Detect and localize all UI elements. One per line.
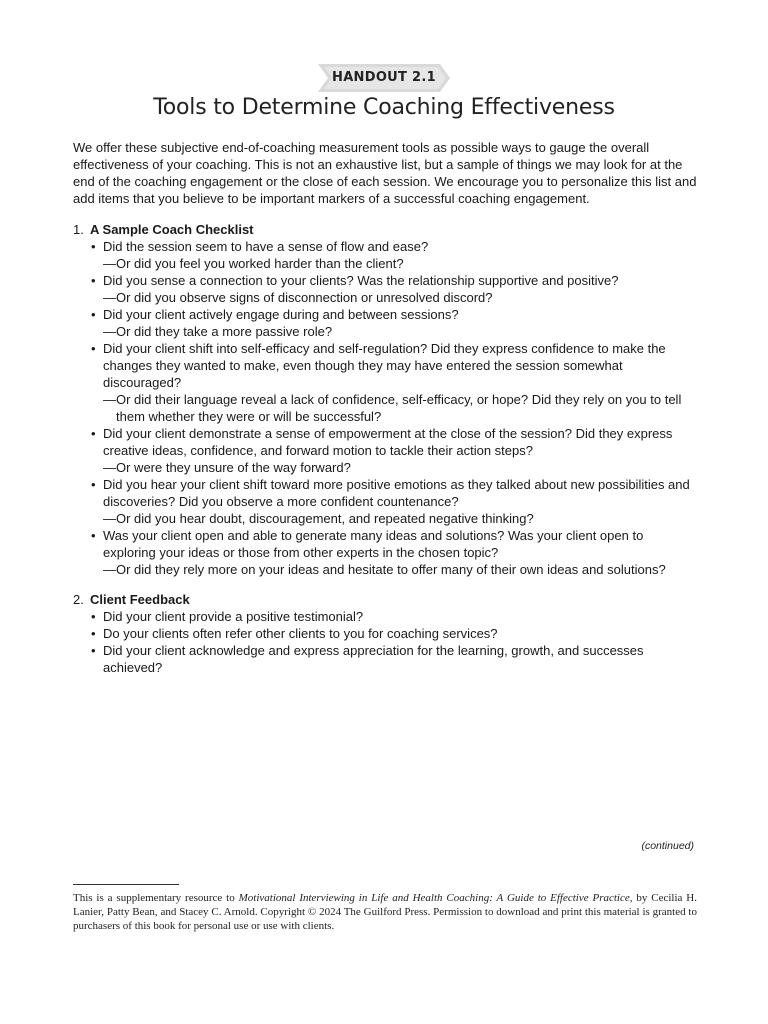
continued-note: (continued) (641, 840, 694, 852)
handout-badge (318, 64, 450, 92)
item-alternative (103, 391, 699, 425)
bullet-icon: • (91, 643, 96, 658)
footnote-lead: This is a supplementary resource to (73, 892, 239, 904)
handout-badge-wrap (0, 64, 768, 92)
list-item (73, 425, 699, 476)
alternative-text: —Or did they take a more passive role? (103, 324, 333, 339)
bullet-icon: • (91, 477, 96, 492)
bullet-icon: • (91, 239, 96, 254)
item-text: Did your client acknowledge and express appreciation for the learning, growth, and successes achieved? (103, 643, 644, 675)
item-text: Do your clients often refer other clients to you for coaching services? (103, 626, 498, 641)
section-number: 2. (73, 592, 84, 607)
item-text: Did your client provide a positive testimonial? (103, 609, 364, 624)
bullet-icon: • (91, 528, 96, 543)
list-item (73, 238, 699, 272)
item-text: Did your client actively engage during and between sessions? (103, 307, 459, 322)
item-text: Did your client shift into self-efficacy and self-regulation? Did they express confidence to make the changes they wanted to make, even though they may have entered the session somewhat discouraged? (103, 341, 666, 390)
item-text: Did the session seem to have a sense of flow and ease? (103, 239, 429, 254)
list-item (73, 625, 699, 642)
item-text: Did your client demonstrate a sense of empowerment at the close of the session? Did they express creative ideas, confidence, and forward motion to tackle their action steps? (103, 426, 673, 458)
item-text: Did you sense a connection to your clients? Was the relationship supportive and positive? (103, 273, 619, 288)
feedback-items (73, 608, 699, 676)
list-item (73, 476, 699, 527)
item-text: Did you hear your client shift toward more positive emotions as they talked about new possibilities and discoveries? Did you observe a more confident countenance? (103, 477, 690, 509)
section-title: Client Feedback (90, 592, 190, 607)
item-alternative (103, 561, 699, 578)
list-item (73, 642, 699, 676)
list-item (73, 527, 699, 578)
bullet-icon: • (91, 426, 96, 441)
item-alternative (103, 323, 699, 340)
intro-paragraph: We offer these subjective end-of-coaching measurement tools as possible ways to gauge the overall effectiveness of your coaching. This is not an exhaustive list, but a sample of things we may look for at the end of the coaching engagement or the close of each session. We encourage you to personalize this list and add items that you believe to be important markers of a successful coaching engagement. (73, 140, 697, 206)
section-heading (73, 221, 699, 238)
alternative-text: —Or did you hear doubt, discouragement, and repeated negative thinking? (103, 511, 534, 526)
section-number: 1. (73, 222, 84, 237)
book-title: Motivational Interviewing in Life and Health Coaching: A Guide to Effective Practice, (238, 892, 633, 904)
alternative-text: —Or were they unsure of the way forward? (103, 460, 351, 475)
item-alternative (103, 510, 699, 527)
list-item (73, 272, 699, 306)
bullet-icon: • (91, 609, 96, 624)
footnote-rest: by Cecilia H. Lanier, Patty Bean, and Stacey C. Arnold. Copyright © 2024 The Guilford Press. Permission to download and print this material is granted to purchasers of this book for personal use or use with clients. (73, 892, 697, 932)
bullet-icon: • (91, 307, 96, 322)
bullet-icon: • (91, 273, 96, 288)
item-text: Was your client open and able to generate many ideas and solutions? Was your client open to exploring your ideas or those from other experts in the chosen topic? (103, 528, 644, 560)
bullet-icon: • (91, 341, 96, 356)
section-coach-checklist (73, 221, 699, 578)
checklist-items (73, 238, 699, 578)
item-alternative (103, 255, 699, 272)
handout-badge-label: HANDOUT 2.1 (332, 70, 436, 85)
item-alternative (103, 289, 699, 306)
list-item (73, 608, 699, 625)
alternative-text: —Or did you observe signs of disconnection or unresolved discord? (103, 290, 493, 305)
section-client-feedback (73, 591, 699, 676)
footnote-divider (73, 884, 179, 885)
list-item (73, 340, 699, 425)
copyright-footnote (73, 891, 697, 933)
section-heading (73, 591, 699, 608)
page-title: Tools to Determine Coaching Effectiveness (153, 95, 615, 120)
alternative-text: —Or did they rely more on your ideas and hesitate to offer many of their own ideas and solutions? (103, 562, 666, 577)
alternative-text: —Or did their language reveal a lack of confidence, self-efficacy, or hope? Did they rely on you to tell them whether they were or will be successful? (103, 392, 682, 424)
alternative-text: —Or did you feel you worked harder than the client? (103, 256, 404, 271)
item-alternative (103, 459, 699, 476)
list-item (73, 306, 699, 340)
section-title: A Sample Coach Checklist (90, 222, 254, 237)
bullet-icon: • (91, 626, 96, 641)
